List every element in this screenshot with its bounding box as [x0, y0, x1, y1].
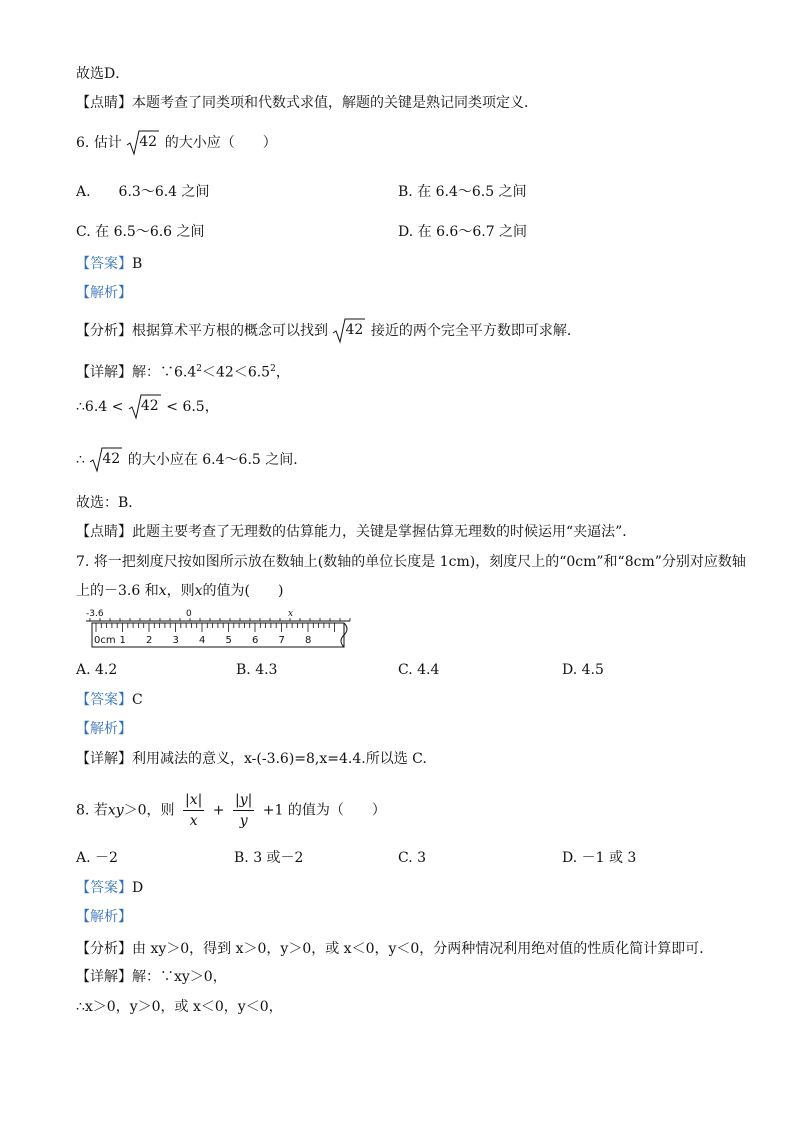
q8-stem: 8. 若xy＞0，则 $\frac{|x|}{x}$ + $\frac{|y|}{y}$ +1 的值为（ ） [76, 792, 386, 829]
ruler-scale-label: 3 [172, 635, 179, 646]
sqrt-42: 42 [332, 318, 366, 344]
q7-option-c: C. 4.4 [398, 662, 440, 678]
q6-fenxi: 【分析】根据算术平方根的概念可以找到 42 接近的两个完全平方数即可求解． [76, 318, 581, 344]
q7-stem-line-2: 上的－3.6 和x，则x的值为( ) [76, 583, 284, 599]
ruler-scale-label: 6 [252, 635, 259, 646]
q8-option-c: C. 3 [398, 850, 427, 866]
q7-stem-line-1: 7. 将一把刻度尺按如图所示放在数轴上(数轴的单位长度是 1cm)，刻度尺上的“0cm”和“8cm”分别对应数轴 [76, 554, 746, 570]
q6-dianjing: 【点睛】此题主要考查了无理数的估算能力，关键是掌握估算无理数的时候运用“夹逼法”． [76, 524, 637, 540]
sqrt-42: 42 [128, 394, 162, 420]
ruler-scale-label: 4 [199, 635, 206, 646]
ruler-scale-label: 0cm [94, 635, 116, 646]
q8-xiangjie: 【详解】解：∵xy＞0， [76, 969, 227, 985]
axis-label-x: x [288, 609, 294, 619]
ruler-scale-label: 7 [278, 635, 285, 646]
q6-analysis-label: 【解析】 [76, 285, 132, 301]
ruler-scale-label: 8 [305, 635, 312, 646]
q6-option-d: D. 在 6.6～6.7 之间 [398, 224, 528, 240]
axis-label-zero: 0 [186, 609, 192, 619]
q6-xiangjie: 【详解】解：$\because 6.4^2<42<6.5^2$， [76, 364, 290, 381]
q6-choose: 故选：B． [76, 495, 143, 511]
ruler-scale-label: 2 [146, 635, 153, 646]
conclusion-line: 故选D． [76, 66, 130, 82]
q6-option-c: C. 在 6.5～6.6 之间 [76, 224, 205, 240]
sqrt-42: 42 [126, 130, 160, 156]
axis-label-neg: -3.6 [86, 609, 104, 619]
q6-option-b: B. 在 6.4～6.5 之间 [398, 184, 527, 200]
fraction-y: $\frac{|y|}{y}$ [234, 792, 253, 829]
q7-option-a: A. 4.2 [76, 662, 118, 678]
ruler-scale-label: 1 [119, 635, 126, 646]
q8-step: ∴x＞0，y＞0，或 x＜0，y＜0， [76, 999, 283, 1015]
q8-option-b: B. 3 或－2 [234, 850, 304, 866]
q7-xiangjie: 【详解】利用减法的意义，x-(-3.6)=8,x=4.4.所以选 C. [76, 751, 427, 767]
q7-answer: 【答案】C [76, 692, 143, 708]
q8-answer: 【答案】D [76, 880, 144, 896]
ruler-figure [86, 606, 358, 656]
sqrt-42: 42 [89, 447, 123, 473]
question-6-stem: 6. 估计 42 的大小应（ ） [76, 130, 277, 156]
q8-fenxi: 【分析】由 xy＞0，得到 x＞0，y＞0，或 x＜0，y＜0，分两种情况利用绝对值的性质化简计算即可． [76, 941, 714, 957]
ruler-scale-label: 5 [225, 635, 232, 646]
q6-option-a: A. 6.3～6.4 之间 [76, 184, 210, 200]
q6-step-2: ∴6.4 < 42 < 6.5， [76, 394, 219, 420]
fraction-x: $\frac{|x|}{x}$ [185, 792, 203, 829]
q8-option-d: D. －1 或 3 [562, 850, 637, 866]
q7-option-d: D. 4.5 [562, 662, 604, 678]
dianjing-line-5: 【点睛】本题考查了同类项和代数式求值，解题的关键是熟记同类项定义． [76, 95, 538, 111]
q7-analysis-label: 【解析】 [76, 721, 132, 737]
q6-answer: 【答案】B [76, 256, 143, 272]
q8-analysis-label: 【解析】 [76, 909, 132, 925]
q8-option-a: A. －2 [76, 850, 118, 866]
ruler-diagram [86, 606, 358, 656]
q7-option-b: B. 4.3 [236, 662, 278, 678]
q6-step-3: ∴ 42 的大小应在 6.4～6.5 之间. [76, 447, 298, 473]
